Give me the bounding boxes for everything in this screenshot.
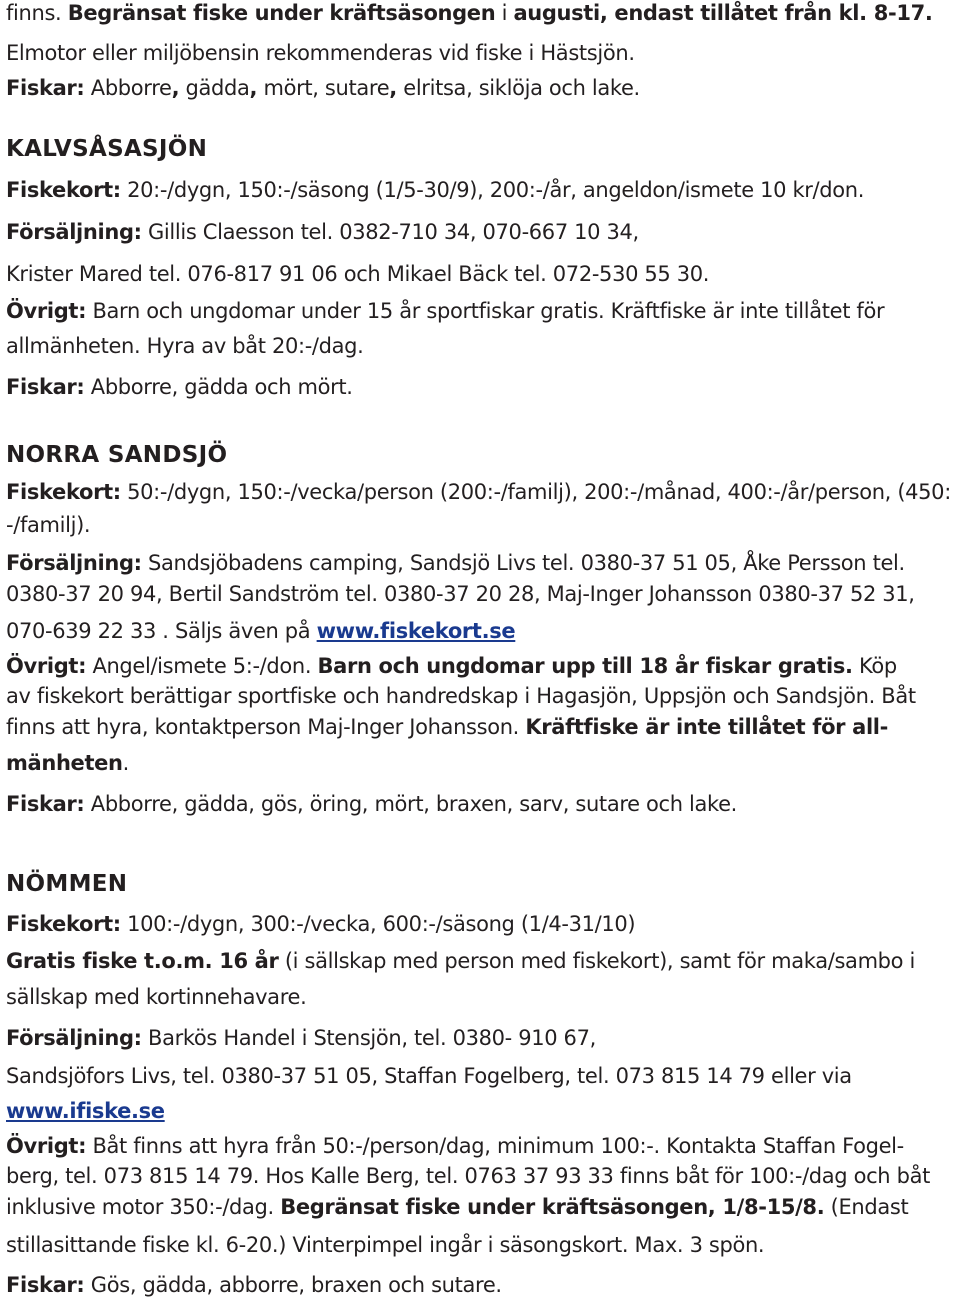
norra-sandsjo-contacts-cont: 070-639 22 33 . Säljs även på www.fiskekort.se xyxy=(6,619,516,643)
kalvsasasjon-contacts: Krister Mared tel. 076-817 91 06 och Mikael Bäck tel. 072-530 55 30. xyxy=(6,262,710,286)
nommen-gratis-fiske: Gratis fiske t.o.m. 16 år (i sällskap med person med fiskekort), samt för maka/sambo i xyxy=(6,949,915,973)
intro-fish-species: Fiskar: Abborre, gädda, mört, sutare, elritsa, siklöja och lake. xyxy=(6,76,640,100)
kalvsasasjon-fiskar: Fiskar: Abborre, gädda och mört. xyxy=(6,375,353,399)
norra-sandsjo-ovrigt-cont-1: av fiskekort berättigar sportfiske och handredskap i Hagasjön, Uppsjön och Sandsjön. Båt xyxy=(6,684,916,708)
norra-sandsjo-fiskar: Fiskar: Abborre, gädda, gös, öring, mört, braxen, sarv, sutare och lake. xyxy=(6,792,737,816)
nommen-forsaljning-cont: Sandsjöfors Livs, tel. 0380-37 51 05, Staffan Fogelberg, tel. 073 815 14 79 eller via xyxy=(6,1064,852,1088)
nommen-ovrigt: Övrigt: Båt finns att hyra från 50:-/person/dag, minimum 100:-. Kontakta Staffan Fogel- xyxy=(6,1134,904,1158)
ifiske-link[interactable]: www.ifiske.se xyxy=(6,1099,165,1123)
nommen-ovrigt-cont-2: inklusive motor 350:-/dag. Begränsat fiske under kräftsäsongen, 1/8-15/8. (Endast xyxy=(6,1195,909,1219)
nommen-forsaljning: Försäljning: Barkös Handel i Stensjön, tel. 0380- 910 67, xyxy=(6,1026,596,1050)
norra-sandsjo-ovrigt-cont-3: mänheten. xyxy=(6,751,129,775)
kalvsasasjon-ovrigt: Övrigt: Barn och ungdomar under 15 år sportfiskar gratis. Kräftfiske är inte tillåtet för xyxy=(6,299,885,323)
section-heading-nommen: NÖMMEN xyxy=(6,871,128,897)
intro-line-2: Elmotor eller miljöbensin rekommenderas vid fiske i Hästsjön. xyxy=(6,41,635,65)
kalvsasasjon-ovrigt-cont: allmänheten. Hyra av båt 20:-/dag. xyxy=(6,334,364,358)
fiskekort-link[interactable]: www.fiskekort.se xyxy=(316,619,516,643)
nommen-gratis-fiske-cont: sällskap med kortinnehavare. xyxy=(6,985,307,1009)
nommen-fiskekort: Fiskekort: 100:-/dygn, 300:-/vecka, 600:-/säsong (1/4-31/10) xyxy=(6,912,636,936)
norra-sandsjo-fiskekort: Fiskekort: 50:-/dygn, 150:-/vecka/person (200:-/familj), 200:-/månad, 400:-/år/person, (450: xyxy=(6,480,951,504)
section-heading-norra-sandsjo: NORRA SANDSJÖ xyxy=(6,442,228,468)
nommen-ovrigt-cont-3: stillasittande fiske kl. 6-20.) Vinterpimpel ingår i säsongskort. Max. 3 spön. xyxy=(6,1233,765,1257)
nommen-ifiske-line xyxy=(6,1101,165,1122)
nommen-ovrigt-cont-1: berg, tel. 073 815 14 79. Hos Kalle Berg, tel. 0763 37 93 33 finns båt för 100:-/dag och båt xyxy=(6,1164,930,1188)
section-heading-kalvsasasjon: KALVSÅSASJÖN xyxy=(6,136,208,162)
intro-line-1: finns. Begränsat fiske under kräftsäsongen i augusti, endast tillåtet från kl. 8-17. xyxy=(6,1,933,25)
norra-sandsjo-forsaljning: Försäljning: Sandsjöbadens camping, Sandsjö Livs tel. 0380-37 51 05, Åke Persson tel. xyxy=(6,551,905,575)
kalvsasasjon-forsaljning: Försäljning: Gillis Claesson tel. 0382-710 34, 070-667 10 34, xyxy=(6,220,639,244)
norra-sandsjo-ovrigt-cont-2: finns att hyra, kontaktperson Maj-Inger Johansson. Kräftfiske är inte tillåtet för all- xyxy=(6,715,889,739)
norra-sandsjo-ovrigt: Övrigt: Angel/ismete 5:-/don. Barn och ungdomar upp till 18 år fiskar gratis. Köp xyxy=(6,654,897,678)
norra-sandsjo-fiskekort-cont: -/familj). xyxy=(6,513,91,537)
kalvsasasjon-fiskekort: Fiskekort: 20:-/dygn, 150:-/säsong (1/5-30/9), 200:-/år, angeldon/ismete 10 kr/don. xyxy=(6,178,865,202)
nommen-fiskar: Fiskar: Gös, gädda, abborre, braxen och sutare. xyxy=(6,1273,502,1297)
norra-sandsjo-contacts: 0380-37 20 94, Bertil Sandström tel. 0380-37 20 28, Maj-Inger Johansson 0380-37 52 31, xyxy=(6,582,915,606)
